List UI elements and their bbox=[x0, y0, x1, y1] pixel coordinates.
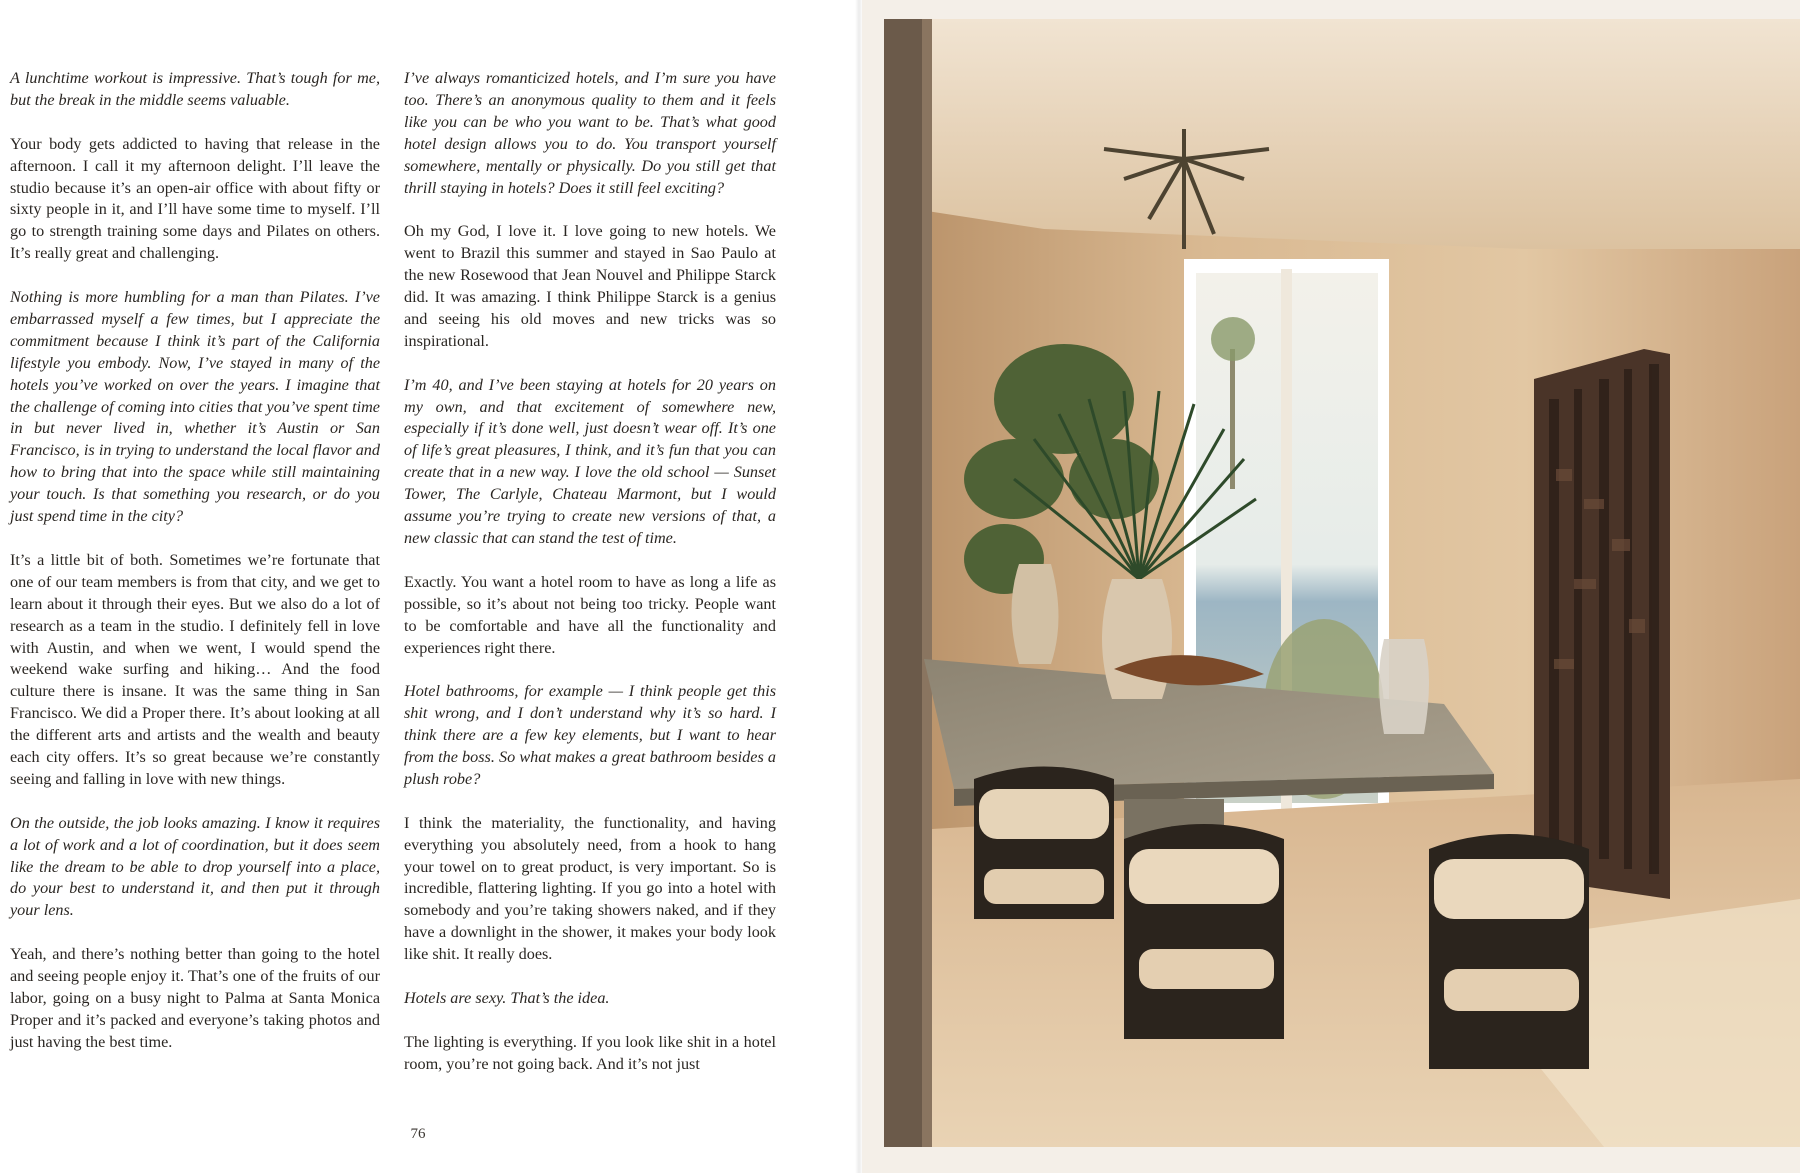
interview-question: Hotels are sexy. That’s the idea. bbox=[404, 988, 610, 1007]
interview-question: Hotel bathrooms, for example — I think people get this shit wrong, and I don’t understand why it’s so hard. I think there are a few key elements, but I want to hear from the boss. So what makes a great bathroom besides a plush robe? bbox=[404, 682, 776, 788]
page-number: 76 bbox=[410, 1126, 426, 1142]
text-column-right bbox=[404, 68, 776, 1097]
interview-answer: I think the materiality, the functionality, and having everything you absolutely need, from a hook to hang your towel on to great product, is very important. So is incredible, flattering lighting. If you go into a hotel with somebody and you’re taking showers naked, and if they have a downlight in the shower, it makes your body look like shit. It really does. bbox=[404, 813, 776, 964]
interview-question: I’ve always romanticized hotels, and I’m sure you have too. There’s an anonymous quality to them and it feels like you can be who you want to be. That’s what good hotel design allows you to do. You transport yourself somewhere, mentally or physically. Do you still get that thrill staying in hotels? Does it still feel exciting? bbox=[404, 69, 776, 197]
interview-answer: Yeah, and there’s nothing better than going to the hotel and seeing people enjoy it. That’s one of the fruits of our labor, going on a busy night to Palma at Santa Monica Proper and it’s packed and everyone’s taking photos and just having the best time. bbox=[10, 945, 380, 1051]
interview-answer: Exactly. You want a hotel room to have as long a life as possible, so it’s about not being too tricky. People want to be comfortable and have all the functionality and experiences right there. bbox=[404, 572, 776, 657]
dining-room-photo bbox=[884, 19, 1800, 1147]
interview-answer: Your body gets addicted to having that release in the afternoon. I call it my afternoon delight. I’ll leave the studio because it’s an open-air office with about fifty or sixty people in it, and I’ll have some time to myself. I’ll go to strength training some days and Pilates on others. It’s really great and challenging. bbox=[10, 134, 380, 263]
interview-question: A lunchtime workout is impressive. That’s tough for me, but the break in the middle seems valuable. bbox=[10, 69, 380, 109]
interview-answer: The lighting is everything. If you look like shit in a hotel room, you’re not going back. And it’s not just bbox=[404, 1032, 776, 1073]
interview-answer: Oh my God, I love it. I love going to new hotels. We went to Brazil this summer and stayed in Sao Paulo at the new Rosewood that Jean Nouvel and Philippe Starck did. It was amazing. I think Philippe Starck is a genius and seeing his old moves and new tricks was so inspirational. bbox=[404, 222, 776, 350]
left-page bbox=[0, 0, 862, 1173]
text-column-left bbox=[10, 68, 380, 1076]
interview-answer: It’s a little bit of both. Sometimes we’re fortunate that one of our team members is from that city, and we get to learn about it through their eyes. But we also do a lot of research as a team in the studio. I definitely fell in love with Austin, and when we went, I would spend the weekend wake surfing and hiking… And the food culture there is insane. It was the same thing in San Francisco. We did a Proper there. It’s about looking at all the different arts and artists and the wealth and beauty each city offers. It’s so great because we’re constantly seeing and falling in love with new things. bbox=[10, 550, 380, 788]
interview-question: Nothing is more humbling for a man than Pilates. I’ve embarrassed myself a few times, but I appreciate the commitment because I think it’s part of the California lifestyle you embody. Now, I’ve stayed in many of the hotels you’ve worked on over the years. I imagine that the challenge of coming into cities that you’ve spent time in but never lived in, whether it’s Austin or San Francisco, is in trying to understand the local flavor and how to bring that into the space while still maintaining your touch. Is that something you research, or do you just spend time in the city? bbox=[10, 288, 380, 526]
interview-question: I’m 40, and I’ve been staying at hotels for 20 years on my own, and that excitement of somewhere new, especially if it’s done well, just doesn’t wear off. It’s one of life’s great pleasures, I think, and it’s fun that you can create that in a new way. I love the old school — Sunset Tower, The Carlyle, Chateau Marmont, but I would assume you’re trying to create new versions of that, a new classic that can stand the test of time. bbox=[404, 375, 776, 547]
interview-question: On the outside, the job looks amazing. I know it requires a lot of work and a lot of coordination, but it does seem like the dream to be able to drop yourself into a place, do your best to understand it, and then put it through your lens. bbox=[10, 813, 380, 920]
